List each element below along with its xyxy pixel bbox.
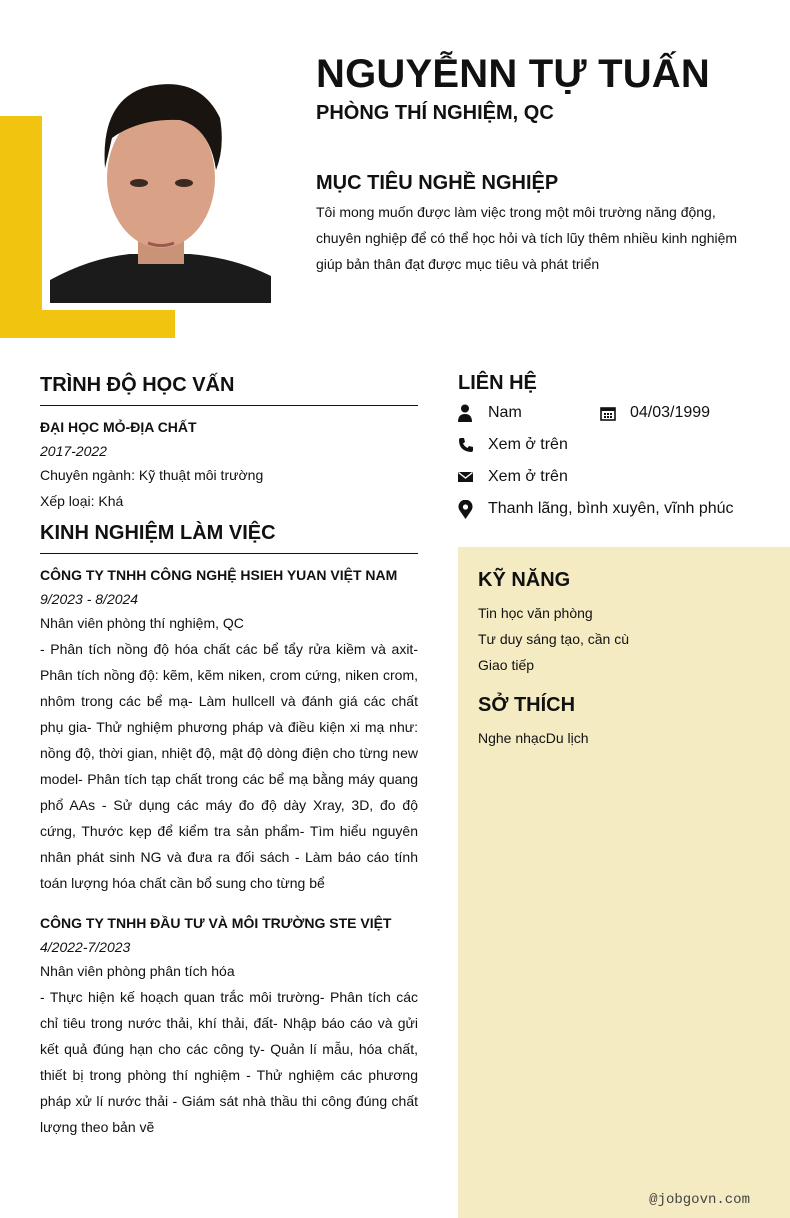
education-major: Chuyên ngành: Kỹ thuật môi trường xyxy=(40,467,264,483)
hobbies-title: SỞ THÍCH xyxy=(478,694,576,716)
profile-photo xyxy=(50,58,271,303)
objective-text: Tôi mong muốn được làm việc trong một môi trường năng động, chuyên nghiệp để có thể học hỏi và tích lũy thêm nhiều kinh nghiệm giúp bản thân đạt được mục tiêu và phát triển xyxy=(316,204,738,272)
contact-gender: Nam xyxy=(488,404,522,421)
education-school: ĐẠI HỌC MỎ-ĐỊA CHẤT xyxy=(40,419,197,435)
job-company: CÔNG TY TNHH ĐẦU TƯ VÀ MÔI TRƯỜNG STE VIỆT xyxy=(40,915,392,931)
job-position: Nhân viên phòng thí nghiệm, QC xyxy=(40,615,244,631)
contact-address-row xyxy=(458,493,758,525)
phone-icon xyxy=(458,437,488,453)
skill-item: Giao tiếp xyxy=(478,657,535,673)
contact-title: LIÊN HỆ xyxy=(458,372,537,394)
person-icon xyxy=(458,404,488,422)
contact-email: Xem ở trên xyxy=(488,468,568,485)
objective-title: MỤC TIÊU NGHỀ NGHIỆP xyxy=(316,172,559,194)
accent-bar-horizontal xyxy=(0,310,175,338)
objective-section xyxy=(316,172,746,277)
job-item xyxy=(40,910,418,1140)
calendar-icon xyxy=(600,406,630,421)
education-period: 2017-2022 xyxy=(40,443,107,459)
job-item xyxy=(40,562,418,896)
job-position: Nhân viên phòng phân tích hóa xyxy=(40,963,235,979)
contact-section xyxy=(458,372,758,525)
location-pin-icon xyxy=(458,500,488,519)
education-title: TRÌNH ĐỘ HỌC VẤN xyxy=(40,374,418,406)
education-grade: Xếp loại: Khá xyxy=(40,493,124,509)
contact-birthday: 04/03/1999 xyxy=(630,404,711,421)
left-column xyxy=(40,374,418,1140)
job-period: 9/2023 - 8/2024 xyxy=(40,591,139,607)
job-period: 4/2022-7/2023 xyxy=(40,939,131,955)
email-icon xyxy=(458,471,488,483)
job-description: - Phân tích nồng độ hóa chất các bể tẩy rửa kiềm và axit- Phân tích nồng độ: kẽm, kẽm niken, crom cứng, niken crom, nhôm trong các bể mạ- Làm hullcell và đánh giá các chất phụ gia- Thử nghiệm phương pháp và điều kiện xi mạ như: nồng độ, thời gian, nhiệt độ, mật độ dòng điện cho từng new model- Phân tích tạp chất trong các bể mạ bằng máy quang phổ AAs - Sử dụng các máy đo độ dày Xray, 3D, đo độ cứng, Thước kẹp để kiểm tra sản phẩm- Tìm hiểu nguyên nhân phát sinh NG và đưa ra đối sách - Làm báo cáo tính toán lượng hóa chất cần bổ sung cho từng bể xyxy=(40,641,418,891)
contact-address: Thanh lãng, bình xuyên, vĩnh phúc xyxy=(488,500,734,517)
job-description: - Thực hiện kế hoạch quan trắc môi trường- Phân tích các chỉ tiêu trong nước thải, khí thải, đất- Nhập báo cáo và gửi kết quả đúng hạn cho các công ty- Quản lí mẫu, hóa chất, thiết bị trong phòng thí nghiệm - Thử nghiệm các phương pháp xử lí nước thải - Giám sát nhà thầu thi công đúng chất lượng theo bản vẽ xyxy=(40,989,418,1135)
watermark: @jobgovn.com xyxy=(649,1192,750,1208)
hobbies-text: Nghe nhạcDu lịch xyxy=(478,730,589,746)
job-company: CÔNG TY TNHH CÔNG NGHỆ HSIEH YUAN VIỆT NAM xyxy=(40,567,398,583)
skill-item: Tin học văn phòng xyxy=(478,605,593,621)
skills-panel xyxy=(458,547,790,1218)
contact-email-row xyxy=(458,461,758,493)
skills-title: KỸ NĂNG xyxy=(478,569,571,591)
experience-title: KINH NGHIỆM LÀM VIỆC xyxy=(40,522,418,554)
skill-item: Tư duy sáng tạo, cần cù xyxy=(478,631,630,647)
contact-phone: Xem ở trên xyxy=(488,436,568,453)
candidate-name: NGUYỄNN TỰ TUẤN xyxy=(316,52,710,96)
contact-phone-row xyxy=(458,429,758,461)
contact-gender-row xyxy=(458,397,758,429)
accent-bar-vertical xyxy=(0,116,42,338)
candidate-role: PHÒNG THÍ NGHIỆM, QC xyxy=(316,102,554,124)
